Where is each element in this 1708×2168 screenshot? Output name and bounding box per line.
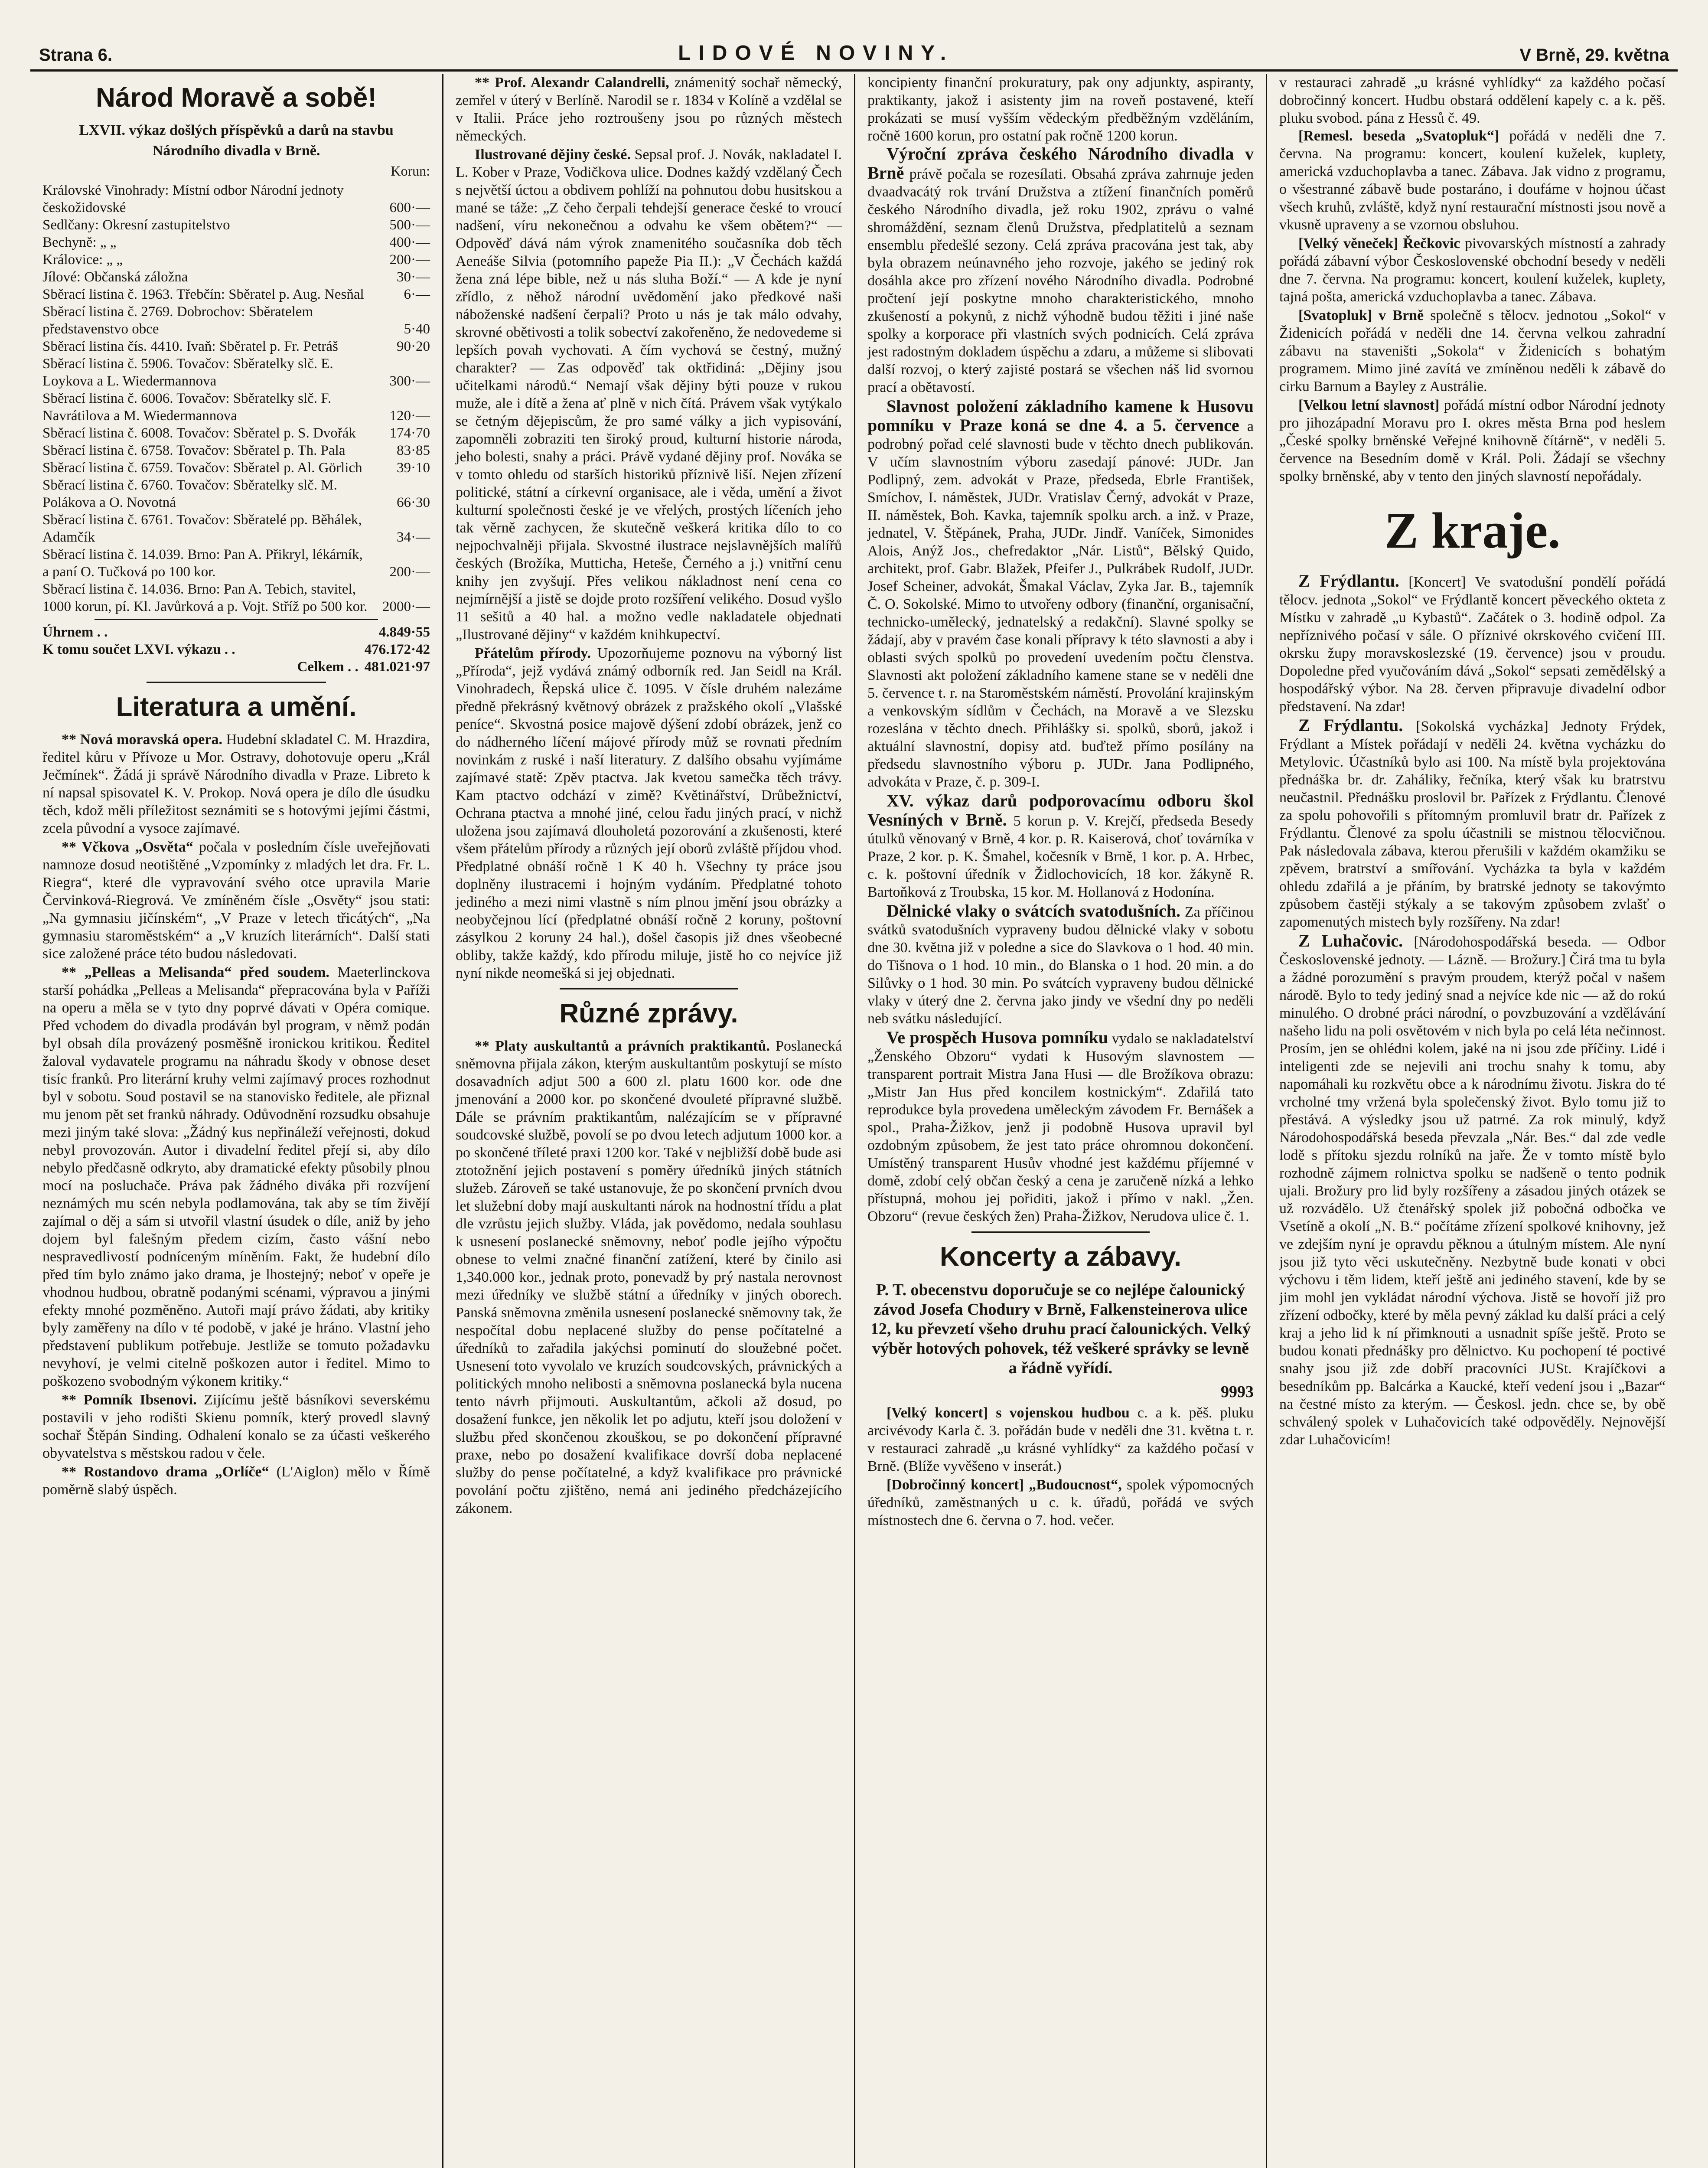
article [1279, 307, 1666, 395]
article-body: společně s tělocv. jednotou „Sokol“ v Židenicích pořádá v neděli dne 14. června velkou zahradní zábavu na staveništi „Sokola“ v Židenicích s bohatým programem. Mimo jiné zavítá ve zmíněnou neděli k zábavě do cirku Barnum a Bayley z Austrálie. [1279, 307, 1666, 395]
article [456, 1037, 842, 1517]
donation-row [42, 338, 430, 355]
donor-name: Sběrací listina č. 6761. Tovačov: Sběratelé pp. Běhálek, Adamčík [42, 512, 362, 545]
donation-row [42, 581, 430, 615]
donation-amount: 174·70 [389, 425, 430, 441]
advertisement: P. T. obecenstvu doporučuje se co nejlépe čalounický závod Josefa Chodury v Brně, Falkensteinerova ulice 12, ku převzetí všeho druhu prací čalounických. Velký výběr hotových pohovek, též veškeré správky se levně a řádně vyřídí. [870, 1281, 1251, 1377]
section-header-literatura: Literatura a umění. [116, 692, 357, 722]
article-lead: Z Frýdlantu. [1298, 715, 1403, 735]
donation-row [42, 355, 430, 390]
article [867, 1028, 1254, 1225]
article [456, 644, 842, 982]
article-lead: Z Frýdlantu. [1298, 571, 1399, 591]
donation-row [42, 390, 430, 424]
donation-amount: 83·85 [397, 443, 430, 458]
donor-name: Královské Vinohrady: Místní odbor Národní jednoty českožidovské [42, 183, 344, 215]
total-label: Úhrnem . . [42, 624, 108, 640]
article-lead: ** Prof. Alexandr Calandrelli, [475, 75, 669, 91]
masthead [30, 17, 1678, 72]
article [867, 1476, 1254, 1529]
article-lead: [Svatopluk] v Brně [1298, 307, 1424, 323]
grand-total-row [42, 658, 430, 676]
article [42, 838, 430, 963]
donation-row [42, 216, 430, 234]
donor-name: Sběrací listina č. 14.039. Brno: Pan A. Přikryl, lékárník, a paní O. Tučková po 100 kor. [42, 547, 363, 580]
donor-name: Jílové: Občanská záložna [42, 269, 188, 285]
article-body: známenitý sochař německý, zemřel v úterý v Berlíně. Narodil se r. 1834 v Kolíně a vzdělal se v Italii. Práce jeho roztroušeny jsou po různých městech německých. [456, 75, 842, 144]
ad-number: 9993 [1221, 1383, 1254, 1401]
article-body: Zijícímu ještě básníkovi severskému postavili v jeho rodišti Skienu pomník, který provedl slavný sochař Štěpán Sinding. Odhalení konalo se za účasti veškerého obyvatelstva s městskou radou v čele. [42, 1392, 430, 1461]
donation-amount: 500·— [389, 217, 430, 233]
article [867, 1404, 1254, 1475]
section-header-narod: Národ Moravě a sobě! [96, 83, 377, 113]
article-body: spolek výpomocných úředníků, zaměstnaných u c. k. úřadů, pořádá ve svých místnostech dne 6. června o 7. hod. večer. [867, 1477, 1254, 1528]
article-body: Upozorňujeme poznovu na výborný list „Příroda“, jejž vydává známý odborník red. Jan Seidl na Král. Vinohradech, Řepská ulice č. 1095. V čísle druhém nalezáme předně překrásný květnový obrázek z pražského okolí „Vlašské peníce“. Skvostná posice majově dýšení zdobí obrázek, jenž co do nádherného líčení májové přírody můž se rovnati předním novinkám z ruské i naší literatury. Z dalšího obsahu vyjímáme zajímavé statě: Zpěv ptactva. Jak kvetou samečka těch trávy. Kam ptactvo odchází v zimě? Květinářství, Drůbežnictví, Ochrana ptactva a mnohé jiné, celou řadu jiných prací, v nichž uložena jsou zajímavá dlouholetá pozorování a zkušenosti, které všem přátelům přírody a různých její oborů zvláště příjdou vhod. Předplatné obnáší ročně 1 K 40 h. Všechny ty práce jsou doplněny ilustracemi i hojným vydáním. Předplatné tohoto jediného a mezi nimi vlastně s ním plnou jmění jsou obrázky a neobyčejnou lící (předplatné obnáší ročně 2 koruny, poštovní zásylkou 2 koruny 24 hal.), došel časopis již dnes všeobecné obliby, takže každý, kdo přírodu miluje, jistě ho co nejvíce již nyní nikde neomešká si jej objednati. [456, 645, 842, 981]
donor-name: Sedlčany: Okresní zastupitelstvo [42, 217, 230, 233]
previous-total-amount: 476.172·42 [364, 642, 430, 657]
article-lead: ** Rostandovo drama „Orlíče“ [62, 1464, 269, 1480]
donation-amount: 300·— [389, 373, 430, 389]
column-1 [30, 74, 442, 2168]
currency-unit: Korun: [391, 163, 430, 179]
donation-row [42, 546, 430, 581]
article [42, 731, 430, 837]
article-body: a podrobný pořad celé slavnosti bude v těchto dnech publikován. V učím slavnostním výboru zasedají pánové: JUDr. Jan Podlipný, zem. advokát v Praze, předseda, Ebrle František, Smíchov, I. náměstek, JUDr. Vratislav Černý, advokát v Praze, II. náměstek, Boh. Kavka, tajemník spolku arch. a inž. v Praze, jednatel, V. Štěpánek, Praha, JUDr. Jindř. Vaníček, Simonides Alois, Anýž Jos., chefredaktor „Nár. Listů“, Bělský Quido, architekt, prof. Gabr. Blažek, Pfeifer J., Pulkrábek Rudolf, JUDr. Josef Scheiner, advokát, Šmakal Václav, Zyka Jar. B., tajemník Č. O. Sokolské. Mimo to utvořeny odbory (finanční, organisační, technicko-umělecký, jednatelský a redakční). Slavné spolky se žádají, aby v pravém čase konali přípravy k této slavnosti a aby i oblasti svých spolků po provedení uvedením počtu členstva. Slavnosti akt položení základního kamene stane se v neděli dne 5. července t. r. na Staroměstském náměstí. Provolání krajinským a venkovským sídlům v Čechách, na Moravě a ve Slezsku rozeslána v těchto dnech. Přihlášky si. spolků, sborů, jakož i aktuální slavnostní, dopisy atd. buďtež přímo posílány na předsedu slavnostního výboru p. JUDr. Jana Podlipného, advokáta v Praze, č. p. 309-I. [867, 418, 1254, 790]
donor-name: Sběrací listina č. 14.036. Brno: Pan A. Tebich, stavitel, 1000 korun, pí. Kl. Javůrková a p. Vojt. Stříž po 500 kor. [42, 581, 368, 614]
article-lead: [Velký věneček] Řečkovic [1298, 235, 1460, 251]
newspaper-title: LIDOVÉ NOVINY. [678, 42, 954, 65]
previous-total-row [42, 641, 430, 658]
donation-row [42, 303, 430, 338]
donation-amount: 2000·— [382, 599, 430, 614]
columns [30, 74, 1678, 2168]
donation-amount: 66·30 [397, 495, 430, 510]
grand-total-label: Celkem . . [297, 659, 359, 675]
article-body: Maeterlinckova starší pohádka „Pelleas a Melisanda“ přepracována byla v Paříži na operu a měla se v tyto dny poprvé dávati v Opéra comique. Před vchodem do divadla prodáván byl program, v němž podán byl obsah díla provázený posměšně ironickou kritikou. Ředitel žaloval vydavatele programu na náhradu škody v obnose deset tisíc franků. Pro literární kruhy velmi zajímavý proces rozhodnut byl v sobotu. Soud postavil se na stanovisko ředitele, ale přiznal mu jenom pět set franků náhrady. Odůvodnění rozsudku obsahuje mezi jiným také slova: „Žádný kus nepřináleží veřejnosti, dokud nebyl provozován. Autor i divadelní ředitel přejí si, aby dílo nebylo předčasně odkryto, aby dramatické efekty působily plnou mocí na posluchače. Práva pak žádného diváka při rozvíjení neznámých mu scén nebyla podlamována, tak aby se tím živějí zajímal o děj a sám si utvořil vlastní úsudek o díle, aniž by jeho dojem byl falešným předem cizím, často vášní nebo nespravedlivostí podníceným míněním. Fakt, že hudební dílo před tím bylo známo jako drama, je lhostejný; neboť v opeře je vhodnou hudbou, obratně podanými scénami, výpravou a jinými efekty mnohé pozměněno. Autoři mají právo žádati, aby kritiky byly zaměřeny na dílo v té podobě, v jaké je hráno. Vlastní jeho představení publikum potřebuje. Jestliže se tomuto požadavku nevyhoví, je velmi citelně poškozen autor i ředitel. Mimo to poškozeno svobodným výkonem kritiky.“ [42, 964, 430, 1389]
donation-row [42, 511, 430, 546]
issue-date: V Brně, 29. května [1519, 46, 1669, 65]
donor-name: Sběrací listina č. 6008. Tovačov: Sběratel p. S. Dvořák [42, 425, 356, 441]
donor-name: Sběrací listina č. 6006. Tovačov: Sběratelky slč. F. Navrátilova a M. Wiedermannova [42, 391, 332, 424]
divider [95, 619, 378, 620]
article-body: Hudební skladatel C. M. Hrazdira, ředitel kůru v Přívoze u Mor. Ostravy, dohotovuje operu „Král Ječmínek“. Žádá ji správě Národního divadla v Praze. Libreto k ní napsal spisovatel K. V. Prokop. Nová opera je dílo dle úsudku těch, kdož měli příležitost seznámiti se s hotovými jejími částmi, zcela původní a vysoce zajímavé. [42, 731, 430, 836]
article-body: pořádá místní odbor Národní jednoty pro jihozápadní Moravu pro I. okres města Brna pod heslem „České spolky brněnské Veřejné knihovně čítárně“, v neděli 5. července na Besedním domě v Král. Poli. Žádají se všechny spolky brněnské, aby v tento den jiných slavností nepořádaly. [1279, 397, 1666, 484]
article-body: c. a k. pěš. pluku arcivévody Karla č. 3. pořádán bude v neděli dne 31. května t. r. v restauraci zahradě „u krásné vyhlídky“ za každého počasí v Brně. (Blíže vyvěšeno v inserát.) [867, 1405, 1254, 1474]
donation-amount: 200·— [389, 564, 430, 580]
article-lead: Ilustrované dějiny české. [475, 147, 631, 163]
donation-row [42, 459, 430, 477]
article [1279, 235, 1666, 306]
donation-amount: 34·— [397, 529, 430, 545]
article-body: 5 korun p. V. Krejčí, předseda Besedy útulků věnovaný v Brně, 4 kor. p. R. Kaiserová, choť továrníka v Praze, 2 kor. p. K. Šmahel, kočesník v Brně, 1 kor. p. A. Hrbec, c. k. poštovní úředník v Židlochovicích, 18 kor. žákyně R. Bartoňková z Troubska, 15 kor. M. Hollanová z Hodonína. [867, 813, 1254, 900]
article [1279, 572, 1666, 715]
article-body: pořádá v neděli dne 7. června. Na programu: koncert, koulení kuželek, kuplety, americká vzduchoplavba a tanec. Zábava. Jak vidno z programu, o všestranné zábavě bude postaráno, i doufáme v hojnou účast všech kruhů, zvláště, když nyní restaurační místnosti jsou nově a vkusně upraveny a se vzornou obsluhou. [1279, 128, 1666, 233]
article-body: Za příčinou svátků svatodušních vypraveny budou dělnické vlaky v sobotu dne 30. května již v poledne a sice do Slavkova o 1 hod. 40 min. do Tišnova o 1 hod. 10 min., do Blanska o 1 hod. 20 min. a do Silůvky o 1 hod. 30 min. Po svátcích vypraveny budou dělnické vlaky v úterý dne 2. června jako jindy ve všední dny po neděli neb svátku následující. [867, 904, 1254, 1027]
article [867, 397, 1254, 791]
donation-row [42, 268, 430, 286]
article-lead: ** Platy auskultantů a právních praktikantů. [475, 1038, 770, 1054]
section-header-z-kraje: Z kraje. [1384, 502, 1561, 559]
donation-amount: 400·— [389, 235, 430, 250]
article-body: [Koncert] Ve svatodušní pondělí pořádá tělocv. jednota „Sokol“ ve Frýdlantě koncert pěveckého okteta z Místku v zahradě „u Kybastů“. Začátek o 3. hodině odpol. Za nepříznivého počasí v sále. O příznivé okrskového cvičení III. okrsku župy moravskoslezské (19. července) jsou v proudu. Dopoledne před vyučováním dává „Sokol“ sepsati zemědělský a hospodářský výbor. Na 28. červen připravuje divadelní odbor představení. Na zdar! [1279, 574, 1666, 715]
grand-total-amount: 481.021·97 [364, 659, 430, 675]
total-row [42, 624, 430, 641]
divider [147, 682, 326, 683]
article-lead: ** „Pelleas a Melisanda“ před soudem. [62, 964, 329, 980]
donation-row [42, 182, 430, 216]
donor-name: Sběrací listina č. 6758. Tovačov: Sběratel p. Th. Pala [42, 443, 346, 458]
article-lead: Slavnost položení základního kamene k Husovu pomníku v Praze koná se dne 4. a 5. července [867, 396, 1254, 435]
article-body: počala v posledním čísle uveřejňovati namnoze dosud neotištěné „Vzpomínky z mladých let dra. Fr. L. Riegra“, které dle vypravování svého otce upravila Marie Červinková-Riegrová. Ve zmíněném čísle „Osvěty“ jsou stati: „Na gymnasiu jičínském“, „V Praze v letech třicátých“, „Na gymnasiu staroměstském“ a „V kruzích literárních“. Další stati sice založené práce této budou následovati. [42, 839, 430, 962]
page-number: Strana 6. [39, 46, 112, 65]
column-4 [1266, 74, 1678, 2168]
article-lead: Dělnické vlaky o svátcích svatodušních. [887, 901, 1180, 921]
donor-name: Bechyně: „ „ [42, 235, 117, 250]
donation-row [42, 424, 430, 442]
donation-amount: 6·— [404, 287, 430, 302]
report-subtitle-2: Národního divadla v Brně. [152, 143, 320, 159]
donor-name: Sběrací listina č. 5906. Tovačov: Sběratelky slč. E. Loykova a L. Wiedermannova [42, 356, 333, 389]
donation-row [42, 251, 430, 268]
article-body: Poslanecká sněmovna přijala zákon, kterým auskultantům poskytují se místo dosavadních adjut 500 a 600 zl. platu 1600 kor. ode dne jmenování a 2000 kor. po skončené dvouleté přípravné službě. Dále se právním praktikantům, nalézajícím se v přípravné soudcovské službě, povolí se po dvou letech adjutum 1000 kor. a po skončené tříleté praxi 1200 kor. Také v nejbližší době bude asi ztotožnění jejich postavení s poměry úředníků jiných státních služeb. Zároveň se také ustanovuje, že po skončení prvních dvou let služební doby mají auskultanti nárok na hodnostní třídu a plat dle vzrůstu jejich služby. Vláda, jak povědomo, nedala souhlasu k usnesení poslanecké sněmovny, neboť podle jejího výpočtu obnese to velmi značné finanční zatížení, které by činilo asi 1,340.000 kor., jednak proto, ponevadž by prý nastala nerovnost mezi úředníky ve službě státní a úředníky v jiných oborech. Panská sněmovna změnila usnesení poslanecké sněmovny tak, že nespočítal dobu neplacené služby do pense počítatelné a úředníků to zařadila jakýchsi pominutí do sloužebné počet. Usnesení toto vyvolalo ve kruzích soudcovských, právnických a politických mnoho nelibosti a sněmovna poslanecká byla nucena tento návrh přijmouti. Auskultantům, ačkoli až dosud, po dosažení funkce, jen několik let po adjutu, kteří jsou doložení v službu před skončenou zkouškou, se po dokončení přípravné praxe, nebo po dosažení kvalifikace dovrší doba neplacené služby do pense počítatelné, a když kvalifikace pro právnické povolání počtu zjištěno, nemá ani jediného předcházejícího zákonem. [456, 1038, 842, 1516]
article-lead: [Velkou letní slavnost] [1298, 397, 1440, 413]
article [867, 902, 1254, 1028]
article [867, 145, 1254, 396]
article-lead: XV. výkaz darů podporovacímu odboru škol Vesníných v Brně. [867, 791, 1254, 829]
donation-row [42, 286, 430, 303]
column-3 [854, 74, 1266, 2168]
article [42, 963, 430, 1390]
article-lead: [Remesl. beseda „Svatopluk“] [1298, 128, 1499, 144]
article [456, 146, 842, 643]
divider [971, 1231, 1150, 1233]
article-body: Sepsal prof. J. Novák, nakladatel I. L. Kober v Praze, Vodičkova ulice. Dodnes každý vzdělaný Čech s největší úctou a obdivem pohlíží na pohnutou dobu husitskou a mané se táže: „Z čeho čerpali tehdejší generace české to vroucí nadšení, víru nekonečnou a odvahu ke všem obětem?“ — Odpověď dává nám výrok znamenitého současníka dob těch Aeneáše Silvia (potomního papeže Pia II.): „V Čechách každá žena zná lépe bible, než u nás sluha Boží.“ — A kde je nyní zřídlo, z něhož národní uvědomění jako předkové naši náboženské nadšení čerpali? Proto u nás je tak málo odvahy, skrovné obětivosti a tolik sobectví zakořeněno, že nedovedeme si lepších povah vychovati. A čím vychová se čestný, mužný charakter? — Zas odpověď tak oktřidiná: „Dějiny jsou učitelkami národů.“ Nemají však dějiny býti pouze v rukou muže, ale i dítě a žena ať plně v nich čítá. Právem však vytýkalo se četným dějepiscům, že pro samé války a jich vypisování, zapomněli zobraziti ten široký proud, kulturní historie národa, jeho bolesti, snahy a práci. Právě vydané dějiny prof. Nováka se v tomto ohledu od starších historiků příznivě liší. Nejen zřízení politické, státní a církevní organisace, ale i věda, umění a život kulturní společnosti české je ve vřelých, prostých líčeních jeho tak věrně zachycen, že skutečně veškerá kritika dílo to co nejpochvalněji přijala. Skvostné ilustrace nejslavnějších malířů českých (Brožíka, Mutticha, Heteše, Černého a j.) vnitřní cenu knihy jen zvyšují. Přes velikou nákladnost není cena co nejmírnější a jistě se dojde proto rozšíření velikého. Dosud vyšlo 11 sešitů a 40 hal. a možno vedle nakladatele objednati „Ilustrované dějiny“ v každém knihkupectví. [456, 147, 842, 643]
article [867, 792, 1254, 901]
article-body: [Národohospodářská beseda. — Odbor Československé jednoty. — Lázně. — Brožury.] Čirá tma tu byla a žádné porozumění s pravým proudem, kterýž počal v našem národě. Bylo to tedy jediný snad a nejvíce kde nic — až do rokú minulého. O drobné práci národní, o povzbuzování a vzdělávání našeho lidu na poli osvětovém v nich byla po celá léta nečinnost. Prosím, jen se ohlédni kolem, jaké na ni jsou zde příčiny. Lidé i inteligenti zde se nejevili ani trochu snahy k tomu, aby napomáhali ku rozkvětu obce a k národnímu životu. Jiskra do té vrcholné tmy vržená byla společenský život. Bylo tomu již to přestává. A výsledky jsou už patrné. Za rok minulý, když Národohospodářská beseda převzala „Nár. Bes.“ dal zde vedle lodě s přítoku sjezdu rolníků na jaře. Že v tomto místě bylo rozhodně zájmem rolnictva spolku se nadšeně o tento podnik ujali. Brožury pro lid byly rozšířeny a zásadou jiných otázek se už rozvádělo. Už čtenářský spolek již pobočná odbočka ve Vsetíně a okolí „N. B.“ počítáme zřízení spolkové knihovny, jež ve zdejším nyní je opravdu pěknou a útulným místem. Ale nyní jsou již tyto věci uskutečněny. Nezbytně bude konati v obci výchovu i těm lidem, kteří ještě ani jediného stavení, kde by se jim mohl jen vykládat národní výchova. Jistě se hovoří již pro zřízení odbočky, které by měla pevný základ ku další práci a celý kraj a jeho lid k ní přimknouti a usnadnit spíše ještě. Proto se budou konati přednášky pro dělnictvo. Ku pochopení té poctivé snahy jsou již zde dobří pracovníci JUSt. Krajíčkovi a besedníkům pp. Balcárka a Kaucké, kteří vedení jsou i „Bazar“ na čestné místo za kterým. [1279, 934, 1666, 1412]
donation-list [42, 182, 430, 615]
article-continuation: v restauraci zahradě „u krásné vyhlídky“ za každého počasí dobročinný koncert. Hudbu obstará oddělení kapely c. a k. pěš. pluku svobod. pána z Hessů č. 49. [1279, 75, 1666, 126]
section-header-ruzne: Různé zprávy. [559, 999, 738, 1028]
article-tail: — Českosl. jedn. chce se, by obě schválený spolek v Luhačovicích také odpověděly. Nejnovější zdar Luhačovicím! [1279, 1396, 1666, 1448]
article-lead: [Velký koncert] s vojenskou hudbou [887, 1405, 1130, 1421]
article-lead: ** Pomník Ibsenovi. [62, 1392, 197, 1408]
article-lead: ** Nová moravská opera. [62, 731, 222, 748]
article-lead: Výroční zpráva českého Národního divadla v Brně [867, 144, 1254, 183]
article-lead: Přátelům přírody. [475, 645, 591, 661]
column-2 [442, 74, 854, 2168]
article-lead: [Dobročinný koncert] „Budoucnost“, [887, 1477, 1122, 1493]
donation-amount: 5·40 [404, 321, 430, 337]
article-body: pivovarských místností a zahrady pořádá zábavní výbor Československé obchodní besedy v neděli dne 7. června. Na programu: koncert, koulení kuželek, kuplety, tajná pošta, americká vzduchoplavba a tanec. Zábava. [1279, 235, 1666, 305]
donation-amount: 600·— [389, 200, 430, 215]
donor-name: Sběrací listina č. 6760. Tovačov: Sběratelky slč. M. Polákova a O. Novotná [42, 477, 337, 510]
report-subtitle-1: LXVII. výkaz došlých příspěvků a darů na stavbu [79, 122, 394, 138]
donation-row [42, 234, 430, 251]
donation-row [42, 442, 430, 459]
article [42, 1391, 430, 1462]
article [42, 1463, 430, 1499]
donor-name: Sběrací listina čís. 4410. Ivaň: Sběratel p. Fr. Petráš [42, 339, 338, 354]
article [1279, 127, 1666, 234]
donation-amount: 30·— [397, 269, 430, 285]
donation-row [42, 477, 430, 511]
article [1279, 932, 1666, 1449]
article-continuation: koncipienty finanční prokuratury, pak ony adjunkty, aspiranty, praktikanty, jakož i asistenty jim na roveň postavené, kteří prokázati se musí vyšším vědeckým předběžným vzděláním, ročně 1600 korun, pro ostatní pak ročně 1200 korun. [867, 75, 1254, 144]
article-body: právě počala se rozesílati. Obsahá zpráva zahrnuje jeden dvaadvacátý rok trvání Družstva a ztížení finančních poměrů českého Národního divadla, jež roku 1902, zprávu o valné shromáždění, seznam členů Družstva, předplatitelů a seznam ensemblu předešlé sezony. Celá zpráva pracována jest tak, aby byla obrazem neúnavného jeho rozvoje, jakého se jediný rok dosáhla akce pro zřízení nového Národního divadla. Podrobné pročtení její poskytne mnoho charakteristického, mnoho zkušeností a pokynů, z nichž výhodně budou těžiti i jiné naše spolky a korporace při vlastních svých podnicích. Celá zpráva jest radostným dokladem úspěchu a zdaru, a můžeme si slibovati další rozvoj, o který zajisté postará se všechen náš lid svornou prací a obětavostí. [867, 166, 1254, 395]
total-amount: 4.849·55 [378, 624, 430, 640]
article-lead: ** Včkova „Osvěta“ [62, 839, 193, 855]
previous-total-label: K tomu součet LXVI. výkazu . . [42, 642, 235, 657]
donor-name: Královice: „ „ [42, 252, 123, 268]
article [456, 74, 842, 145]
divider [560, 988, 738, 989]
donor-name: Sběrací listina č. 6759. Tovačov: Sběratel p. Al. Görlich [42, 460, 362, 476]
donation-amount: 200·— [389, 252, 430, 268]
donation-amount: 90·20 [397, 339, 430, 354]
article-body: [Sokolská vycházka] Jednoty Frýdek, Frýdlant a Místek pořádají v neděli 24. května vycházku do Metylovic. Účastníků bylo asi 100. Na místě byla projektována přednáška br. dr. Zaháliky, řečníka, který však ku bratrstvu neučastnil. Přednášku proslovil br. Pařízek z Frýdlantu. Členové za spolu pohovořili s přítomným promluvil bratr dr. Pařízek z Frýdlantu. Členové za spolu účastnili se mistnou tělocvičnou. Pak následovala zábava, kterou přerušili v každém okamžiku se zpěvem, bratrství a smířování. Vycházka ta byla v každém ohledu zdařilá a je přáním, by bratrské jednoty se takovýmto způsobem častěji stýkaly a se takovým způsobem zvlašť o zapomenutých mistech byly rozšířeny. Na zdar! [1279, 718, 1666, 930]
donation-amount: 39·10 [397, 460, 430, 476]
donor-name: Sběrací listina č. 1963. Třebčín: Sběratel p. Aug. Nesňal [42, 287, 364, 302]
article [1279, 716, 1666, 931]
article-lead: Ve prospěch Husova pomníku [887, 1028, 1108, 1047]
donor-name: Sběrací listina č. 2769. Dobrochov: Sběratelem představenstvo obce [42, 304, 313, 337]
article-body: vydalo se nakladatelství „Ženského Obzoru“ vydati k Husovým slavnostem — transparent portrait Mistra Jana Husi — dle Brožíkova obrazu: „Mistr Jan Hus před koncilem kostnickým“. Zdařilá tato reprodukce byla provedena uměleckým závodem Fr. Bernášek a spol., Praha-Žižkov, jenž ji podobně Husova upravil byl ozdobným způsobem, že jest tato práce ohromnou dokončení. Umístěný transparent Husův vhodné jest každému příjemné v domě, zdobí celý občan český a cena je zaručeně nízká a lehko přístupná, mohou jej pořiditi, jakož i přímo v nakl. „Žen. Obzoru“ (revue českých žen) Praha-Žižkov, Nerudova ulice č. 1. [867, 1031, 1254, 1224]
article-body: (L'Aiglon) mělo v Římě poměrně slabý úspěch. [42, 1464, 430, 1498]
donation-amount: 120·— [389, 408, 430, 424]
article-lead: Z Luhačovic. [1298, 931, 1403, 950]
article [1279, 396, 1666, 485]
section-header-koncerty: Koncerty a zábavy. [939, 1242, 1182, 1272]
